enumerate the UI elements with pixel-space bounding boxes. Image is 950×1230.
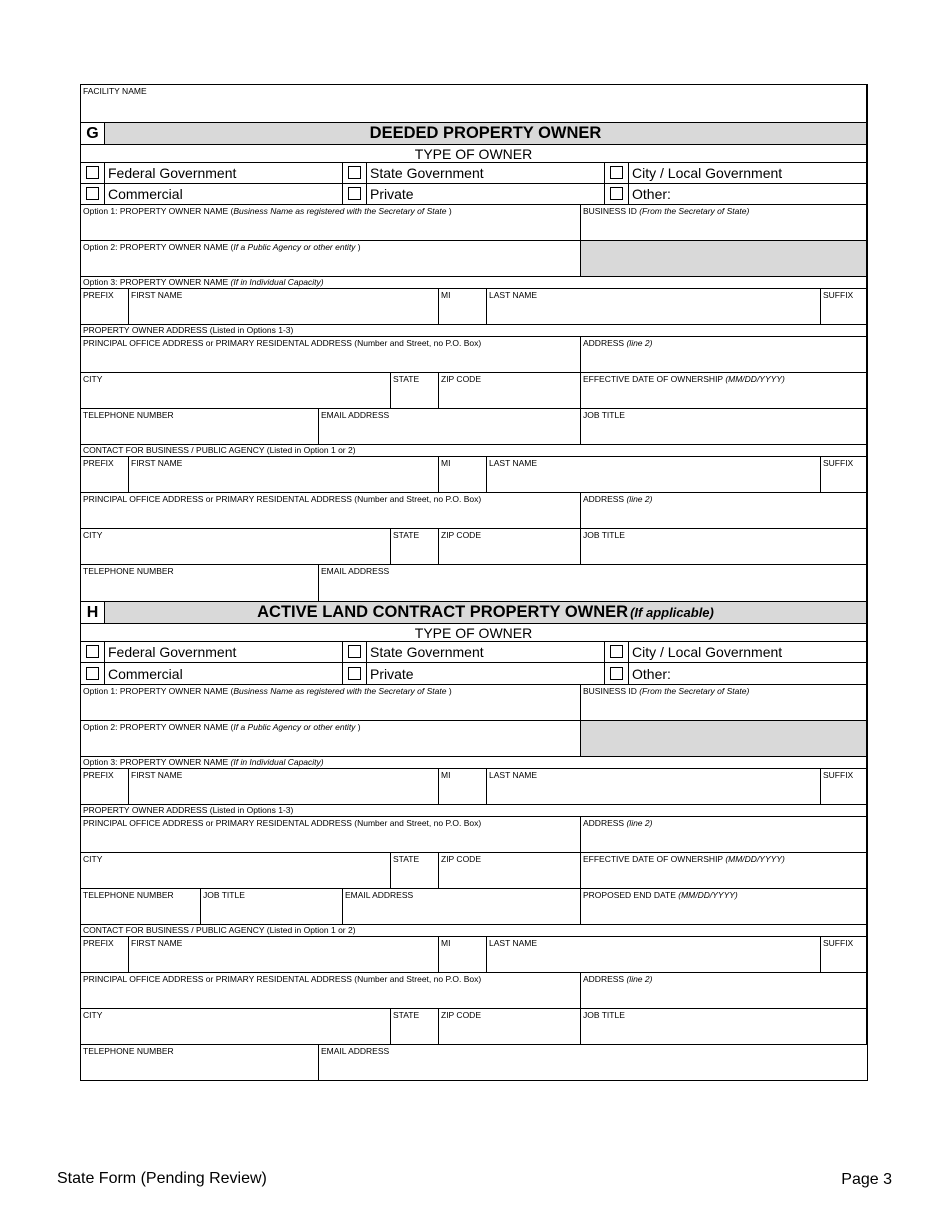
field-label: CITY	[83, 854, 103, 864]
g-contact-last-name-field[interactable]	[487, 457, 821, 493]
g-contact-mi-field[interactable]	[439, 457, 487, 493]
field-label: ADDRESS (line 2)	[583, 338, 653, 348]
h-private-label: Private	[367, 663, 605, 685]
field-label: EFFECTIVE DATE OF OWNERSHIP (MM/DD/YYYY)	[583, 854, 785, 864]
g-contact-zip-field[interactable]	[439, 529, 581, 565]
h-business-id-field[interactable]	[581, 685, 867, 721]
h-commercial-checkbox[interactable]	[86, 667, 99, 680]
g-federal-checkbox[interactable]	[86, 166, 99, 179]
g-job-title-field[interactable]	[581, 409, 867, 445]
h-commercial-label: Commercial	[105, 663, 343, 685]
h-address2-field[interactable]	[581, 817, 867, 853]
h-zip-field[interactable]	[439, 853, 581, 889]
h-contact-city-field[interactable]	[81, 1009, 391, 1045]
h-option3-header	[81, 757, 867, 769]
g-effective-date-field[interactable]	[581, 373, 867, 409]
g-state-label: State Government	[367, 163, 605, 184]
h-option1-label: Option 1: PROPERTY OWNER NAME (Business Name as registered with the Secretary of State )	[83, 686, 452, 696]
g-city-label: City / Local Government	[629, 163, 867, 184]
field-label: FIRST NAME	[131, 770, 183, 780]
field-label: FIRST NAME	[131, 458, 183, 468]
field-label: LAST NAME	[489, 290, 538, 300]
checkbox-cell	[605, 642, 629, 663]
checkbox-cell	[81, 184, 105, 205]
checkbox-cell	[81, 163, 105, 184]
field-label: PROPOSED END DATE (MM/DD/YYYY)	[583, 890, 738, 900]
section-g-type-of-owner: TYPE OF OWNER	[81, 145, 867, 163]
g-first-name-field[interactable]	[129, 289, 439, 325]
g-owner-address-label: PROPERTY OWNER ADDRESS (Listed in Options 1-3)	[83, 325, 294, 335]
field-label: ZIP CODE	[441, 530, 481, 540]
field-label: PREFIX	[83, 458, 114, 468]
g-principal-address-field[interactable]	[81, 337, 581, 373]
h-state-checkbox[interactable]	[348, 645, 361, 658]
g-email-field[interactable]	[319, 409, 581, 445]
checkbox-cell	[343, 663, 367, 685]
h-contact-first-name-field[interactable]	[129, 937, 439, 973]
footer-page-number: Page 3	[841, 1171, 892, 1188]
h-contact-mi-field[interactable]	[439, 937, 487, 973]
footer-form-name: State Form (Pending Review)	[57, 1170, 267, 1187]
facility-name-field[interactable]	[81, 85, 867, 123]
section-h-letter: H	[81, 602, 105, 624]
h-option2-field[interactable]	[81, 721, 581, 757]
section-h-type-of-owner: TYPE OF OWNER	[81, 624, 867, 642]
h-business-id-label: BUSINESS ID (From the Secretary of State)	[583, 686, 750, 696]
facility-name-label: FACILITY NAME	[83, 86, 147, 96]
g-address2-field[interactable]	[581, 337, 867, 373]
g-city-field[interactable]	[81, 373, 391, 409]
g-other-checkbox[interactable]	[610, 187, 623, 200]
section-g-title	[105, 123, 867, 145]
h-owner-address-label: PROPERTY OWNER ADDRESS (Listed in Options 1-3)	[83, 805, 294, 815]
field-label: TELEPHONE NUMBER	[83, 410, 174, 420]
g-business-id-field[interactable]	[581, 205, 867, 241]
field-label: ZIP CODE	[441, 854, 481, 864]
checkbox-cell	[343, 184, 367, 205]
g-option3-label: Option 3: PROPERTY OWNER NAME (If in Individual Capacity)	[83, 277, 324, 287]
checkbox-cell	[605, 163, 629, 184]
field-label: EMAIL ADDRESS	[321, 1046, 390, 1056]
g-contact-label: CONTACT FOR BUSINESS / PUBLIC AGENCY (Listed in Option 1 or 2)	[83, 445, 356, 455]
field-label: PRINCIPAL OFFICE ADDRESS or PRIMARY RESIDENTAL ADDRESS (Number and Street, no P.O. Box)	[83, 494, 482, 504]
h-private-checkbox[interactable]	[348, 667, 361, 680]
g-contact-prefix-field[interactable]	[81, 457, 129, 493]
checkbox-cell	[605, 184, 629, 205]
g-state-checkbox[interactable]	[348, 166, 361, 179]
h-option2-label: Option 2: PROPERTY OWNER NAME (If a Public Agency or other entity )	[83, 722, 361, 732]
g-option2-label: Option 2: PROPERTY OWNER NAME (If a Public Agency or other entity )	[83, 242, 361, 252]
h-city-field[interactable]	[81, 853, 391, 889]
h-principal-address-field[interactable]	[81, 817, 581, 853]
g-contact-header	[81, 445, 867, 457]
checkbox-cell	[605, 663, 629, 685]
field-label: JOB TITLE	[203, 890, 245, 900]
h-telephone-field[interactable]	[81, 889, 201, 925]
field-label: ZIP CODE	[441, 1010, 481, 1020]
g-contact-suffix-field[interactable]	[821, 457, 867, 493]
g-contact-telephone-field[interactable]	[81, 565, 319, 602]
field-label: STATE	[393, 530, 420, 540]
h-other-checkbox[interactable]	[610, 667, 623, 680]
h-option1-field[interactable]	[81, 685, 581, 721]
g-contact-state-field[interactable]	[391, 529, 439, 565]
field-label: EMAIL ADDRESS	[345, 890, 414, 900]
g-commercial-label: Commercial	[105, 184, 343, 205]
g-zip-field[interactable]	[439, 373, 581, 409]
h-last-name-field[interactable]	[487, 769, 821, 805]
field-label: PREFIX	[83, 770, 114, 780]
h-job-title-field[interactable]	[201, 889, 343, 925]
checkbox-cell	[343, 642, 367, 663]
g-prefix-field[interactable]	[81, 289, 129, 325]
h-mi-field[interactable]	[439, 769, 487, 805]
g-contact-email-field[interactable]	[319, 565, 867, 602]
field-label: MI	[441, 938, 451, 948]
field-label: FIRST NAME	[131, 290, 183, 300]
section-g-title-text: DEEDED PROPERTY OWNER	[369, 124, 602, 142]
field-label: EFFECTIVE DATE OF OWNERSHIP (MM/DD/YYYY)	[583, 374, 785, 384]
field-label: SUFFIX	[823, 938, 854, 948]
field-label: SUFFIX	[823, 770, 854, 780]
section-h-title-text: ACTIVE LAND CONTRACT PROPERTY OWNER	[257, 603, 629, 621]
g-state-field[interactable]	[391, 373, 439, 409]
field-label: LAST NAME	[489, 458, 538, 468]
g-business-id-label: BUSINESS ID (From the Secretary of State)	[583, 206, 750, 216]
field-label: TELEPHONE NUMBER	[83, 566, 174, 576]
field-label: ZIP CODE	[441, 374, 481, 384]
h-contact-job-title-field[interactable]	[581, 1009, 867, 1045]
g-mi-field[interactable]	[439, 289, 487, 325]
field-label: STATE	[393, 854, 420, 864]
field-label: STATE	[393, 1010, 420, 1020]
h-effective-date-field[interactable]	[581, 853, 867, 889]
h-contact-email-field[interactable]	[319, 1045, 867, 1080]
field-label: LAST NAME	[489, 938, 538, 948]
g-option1-label: Option 1: PROPERTY OWNER NAME (Business Name as registered with the Secretary of State )	[83, 206, 452, 216]
field-label: EMAIL ADDRESS	[321, 566, 390, 576]
g-private-label: Private	[367, 184, 605, 205]
h-option2-shaded-cell	[581, 721, 867, 757]
h-contact-telephone-field[interactable]	[81, 1045, 319, 1080]
section-g-letter: G	[81, 123, 105, 145]
field-label: FIRST NAME	[131, 938, 183, 948]
g-contact-first-name-field[interactable]	[129, 457, 439, 493]
field-label: MI	[441, 290, 451, 300]
field-label: CITY	[83, 374, 103, 384]
h-federal-checkbox[interactable]	[86, 645, 99, 658]
field-label: ADDRESS (line 2)	[583, 494, 653, 504]
h-contact-label: CONTACT FOR BUSINESS / PUBLIC AGENCY (Listed in Option 1 or 2)	[83, 925, 356, 935]
g-other-label: Other:	[632, 186, 671, 202]
checkbox-cell	[81, 642, 105, 663]
h-suffix-field[interactable]	[821, 769, 867, 805]
h-first-name-field[interactable]	[129, 769, 439, 805]
g-city-checkbox[interactable]	[610, 166, 623, 179]
field-label: EMAIL ADDRESS	[321, 410, 390, 420]
g-option2-shaded-cell	[581, 241, 867, 277]
field-label: LAST NAME	[489, 770, 538, 780]
h-email-field[interactable]	[343, 889, 581, 925]
g-owner-address-header	[81, 325, 867, 337]
field-label: PRINCIPAL OFFICE ADDRESS or PRIMARY RESIDENTAL ADDRESS (Number and Street, no P.O. Box)	[83, 818, 482, 828]
field-label: CITY	[83, 530, 103, 540]
h-contact-address2-field[interactable]	[581, 973, 867, 1009]
field-label: PREFIX	[83, 938, 114, 948]
field-label: TELEPHONE NUMBER	[83, 1046, 174, 1056]
field-label: PRINCIPAL OFFICE ADDRESS or PRIMARY RESIDENTAL ADDRESS (Number and Street, no P.O. Box)	[83, 338, 482, 348]
g-contact-job-title-field[interactable]	[581, 529, 867, 565]
g-contact-principal-address-field[interactable]	[81, 493, 581, 529]
property-owner-form	[80, 84, 868, 1081]
h-city-label: City / Local Government	[629, 642, 867, 663]
h-prefix-field[interactable]	[81, 769, 129, 805]
h-other-field[interactable]	[629, 663, 867, 685]
field-label: PRINCIPAL OFFICE ADDRESS or PRIMARY RESIDENTAL ADDRESS (Number and Street, no P.O. Box)	[83, 974, 482, 984]
g-option1-field[interactable]	[81, 205, 581, 241]
g-option3-header	[81, 277, 867, 289]
field-label: PREFIX	[83, 290, 114, 300]
h-contact-zip-field[interactable]	[439, 1009, 581, 1045]
field-label: SUFFIX	[823, 290, 854, 300]
field-label: JOB TITLE	[583, 530, 625, 540]
field-label: ADDRESS (line 2)	[583, 818, 653, 828]
section-h-title-sub: (If applicable)	[630, 605, 714, 620]
h-contact-header	[81, 925, 867, 937]
g-commercial-checkbox[interactable]	[86, 187, 99, 200]
h-option3-label: Option 3: PROPERTY OWNER NAME (If in Individual Capacity)	[83, 757, 324, 767]
h-city-checkbox[interactable]	[610, 645, 623, 658]
field-label: TELEPHONE NUMBER	[83, 890, 174, 900]
section-h-title	[105, 602, 867, 624]
h-contact-state-field[interactable]	[391, 1009, 439, 1045]
h-state-field[interactable]	[391, 853, 439, 889]
g-telephone-field[interactable]	[81, 409, 319, 445]
field-label: JOB TITLE	[583, 410, 625, 420]
h-contact-suffix-field[interactable]	[821, 937, 867, 973]
h-federal-label: Federal Government	[105, 642, 343, 663]
field-label: CITY	[83, 1010, 103, 1020]
g-last-name-field[interactable]	[487, 289, 821, 325]
checkbox-cell	[343, 163, 367, 184]
h-proposed-end-date-field[interactable]	[581, 889, 867, 925]
checkbox-cell	[81, 663, 105, 685]
field-label: STATE	[393, 374, 420, 384]
h-contact-last-name-field[interactable]	[487, 937, 821, 973]
g-private-checkbox[interactable]	[348, 187, 361, 200]
g-contact-address2-field[interactable]	[581, 493, 867, 529]
g-contact-city-field[interactable]	[81, 529, 391, 565]
h-state-label: State Government	[367, 642, 605, 663]
field-label: MI	[441, 770, 451, 780]
h-other-label: Other:	[632, 665, 671, 682]
h-owner-address-header	[81, 805, 867, 817]
field-label: JOB TITLE	[583, 1010, 625, 1020]
field-label: ADDRESS (line 2)	[583, 974, 653, 984]
g-suffix-field[interactable]	[821, 289, 867, 325]
field-label: MI	[441, 458, 451, 468]
h-contact-prefix-field[interactable]	[81, 937, 129, 973]
h-contact-principal-address-field[interactable]	[81, 973, 581, 1009]
field-label: SUFFIX	[823, 458, 854, 468]
g-other-field[interactable]	[629, 184, 867, 205]
g-federal-label: Federal Government	[105, 163, 343, 184]
g-option2-field[interactable]	[81, 241, 581, 277]
